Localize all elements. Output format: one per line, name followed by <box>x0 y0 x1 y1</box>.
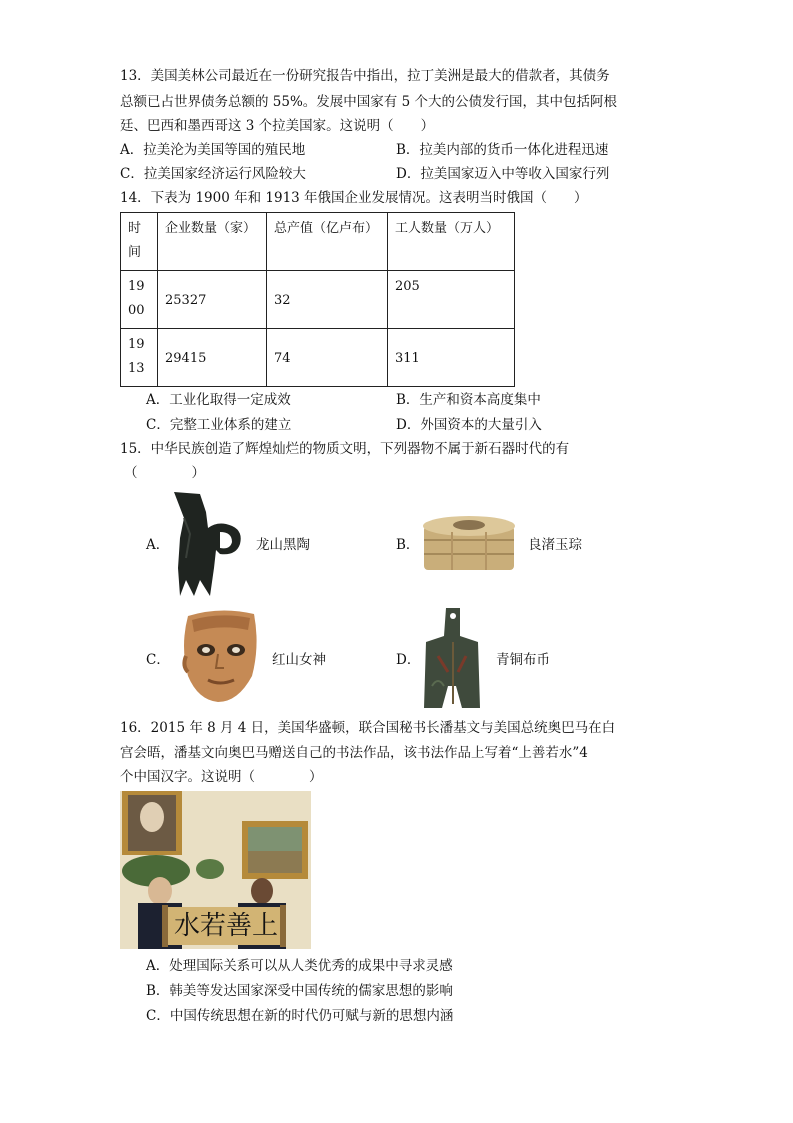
scroll-char-2: 若 <box>200 911 227 941</box>
q16-option-b[interactable]: B．韩美等发达国家深受中国传统的儒家思想的影响 <box>146 983 453 999</box>
q14-option-c[interactable]: C．完整工业体系的建立 <box>146 417 292 433</box>
q15-option-d-letter[interactable]: D． <box>396 652 421 668</box>
table-cell-year: 1900 <box>121 271 158 329</box>
q13-option-b[interactable]: B．拉美内部的货币一体化进程迅速 <box>396 142 609 158</box>
q14-option-d[interactable]: D．外国资本的大量引入 <box>396 417 542 433</box>
liangzhu-jade-cong-image <box>418 512 518 574</box>
q13-option-d[interactable]: D．拉美国家迈入中等收入国家行列 <box>396 166 610 182</box>
table-cell-year: 1913 <box>121 329 158 387</box>
calligraphy-scroll <box>174 909 278 943</box>
table-cell-workers: 311 <box>388 329 515 387</box>
table-header-time: 时间 <box>121 213 158 271</box>
table-header-enterprises: 企业数量（家） <box>158 213 267 271</box>
table-row <box>121 329 515 387</box>
q14-stem: 14．下表为 1900 年和 1913 年俄国企业发展情况。这表明当时俄国（ ） <box>120 190 588 206</box>
table-cell-output: 74 <box>267 329 388 387</box>
table-cell-enterprises: 25327 <box>158 271 267 329</box>
scroll-char-3: 善 <box>226 911 253 941</box>
q15-option-d-name: 青铜布币 <box>496 652 550 668</box>
table-cell-workers: 205 <box>388 271 515 329</box>
q14-option-b[interactable]: B．生产和资本高度集中 <box>396 392 541 408</box>
q15-stem-line2: （ ） <box>124 465 205 481</box>
q15-option-b-letter[interactable]: B． <box>396 537 420 553</box>
q13-stem-line2: 总额已占世界债务总额的 55%。发展中国家有 5 个大的公债发行国，其中包括阿根 <box>120 94 617 110</box>
q13-stem-line1: 13．美国美林公司最近在一份研究报告中指出，拉丁美洲是最大的借款者，其债务 <box>120 68 610 84</box>
q14-table <box>120 212 515 387</box>
hongshan-goddess-image <box>178 606 262 706</box>
table-cell-output: 32 <box>267 271 388 329</box>
q16-option-c[interactable]: C．中国传统思想在新的时代仍可赋与新的思想内涵 <box>146 1008 454 1024</box>
table-row <box>121 271 515 329</box>
q14-option-a[interactable]: A．工业化取得一定成效 <box>146 392 291 408</box>
q15-stem-line1: 15．中华民族创造了辉煌灿烂的物质文明，下列器物不属于新石器时代的有 <box>120 441 570 457</box>
scroll-char-4: 上 <box>252 911 279 941</box>
scroll-char-1: 水 <box>174 911 201 941</box>
q16-stem-line1: 16．2015 年 8 月 4 日，美国华盛顿，联合国秘书长潘基文与美国总统奥巴马在白 <box>120 720 616 736</box>
bronze-spade-coin-image <box>418 606 486 712</box>
q15-option-a-letter[interactable]: A． <box>146 537 170 553</box>
calligraphy-gift-photo <box>120 791 311 949</box>
table-cell-enterprises: 29415 <box>158 329 267 387</box>
table-header-output: 总产值（亿卢布） <box>267 213 388 271</box>
q16-stem-line2: 宫会晤，潘基文向奥巴马赠送自己的书法作品，该书法作品上写着“上善若水”4 <box>120 745 588 761</box>
q15-option-c-name: 红山女神 <box>272 652 326 668</box>
q13-option-c[interactable]: C．拉美国家经济运行风险较大 <box>120 166 306 182</box>
q15-option-a-name: 龙山黑陶 <box>256 537 310 553</box>
q16-stem-line3: 个中国汉字。这说明（ ） <box>120 769 323 785</box>
q15-option-c-letter[interactable]: C． <box>146 652 170 668</box>
q15-option-b-name: 良渚玉琮 <box>528 537 582 553</box>
table-header-row <box>121 213 515 271</box>
q16-option-a[interactable]: A．处理国际关系可以从人类优秀的成果中寻求灵感 <box>146 958 453 974</box>
q13-option-a[interactable]: A．拉美沦为美国等国的殖民地 <box>120 142 306 158</box>
longshan-black-pottery-image <box>170 488 246 600</box>
table-header-workers: 工人数量（万人） <box>388 213 515 271</box>
q13-stem-line3: 廷、巴西和墨西哥这 3 个拉美国家。这说明（ ） <box>120 118 435 134</box>
